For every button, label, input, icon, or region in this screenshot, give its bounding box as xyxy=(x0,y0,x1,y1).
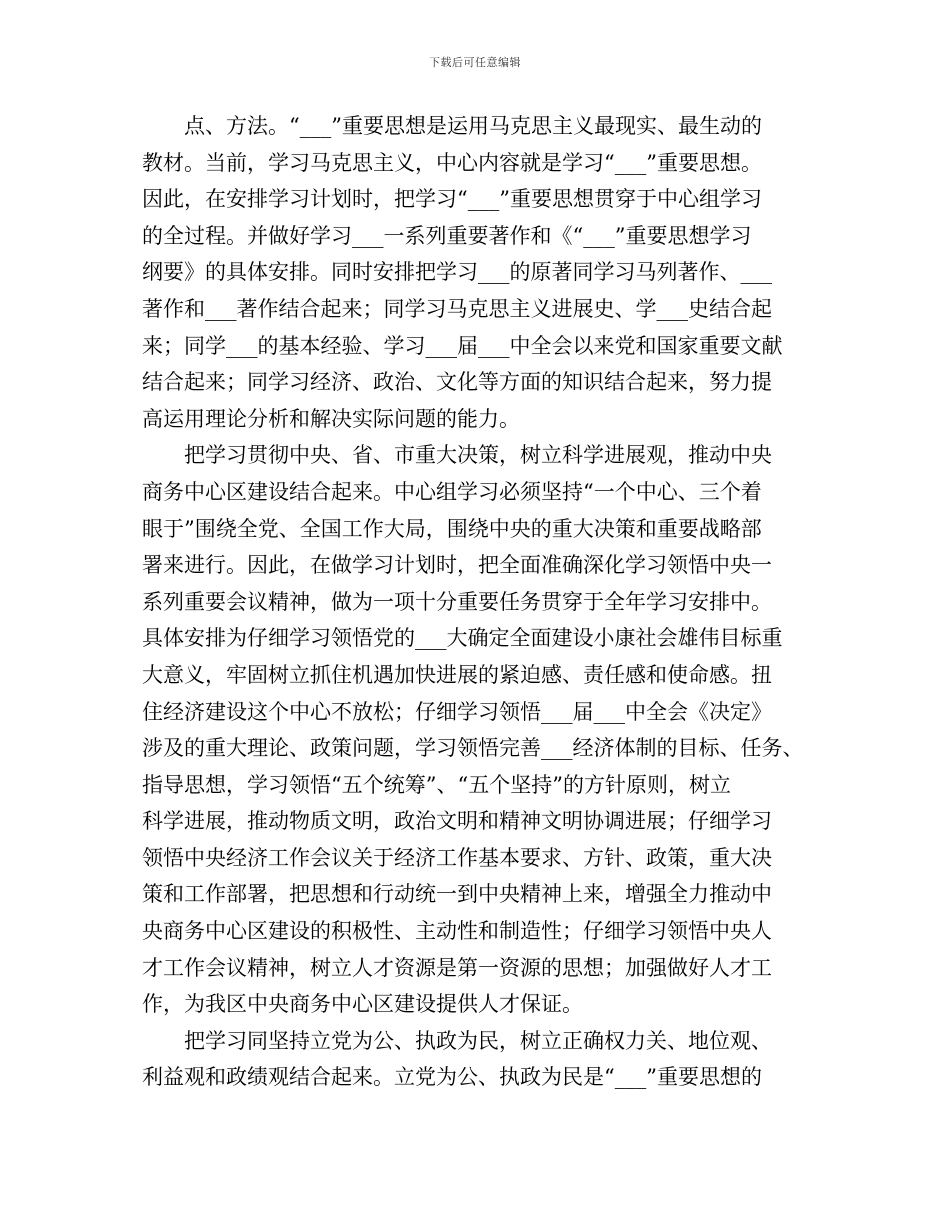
text-line: 策和工作部署，把思想和行动统一到中央精神上来，增强全力推动中 xyxy=(142,882,772,907)
text-line: 涉及的重大理论、政策问题，学习领悟完善___经济体制的目标、任务、 xyxy=(142,736,804,761)
text-line: 住经济建设这个中心不放松；仔细学习领悟___届___中全会《决定》 xyxy=(142,699,772,724)
text-line: 具体安排为仔细学习领悟党的___大确定全面建设小康社会雄伟目标重 xyxy=(142,626,783,651)
text-line: 把学习同坚持立党为公、执政为民，树立正确权力关、地位观、 xyxy=(184,1028,772,1053)
text-line: 央商务中心区建设的积极性、主动性和制造性；仔细学习领悟中央人 xyxy=(142,919,772,944)
text-line: 署来进行。因此，在做学习计划时，把全面准确深化学习领悟中央一 xyxy=(142,553,772,578)
text-line: 结合起来；同学习经济、政治、文化等方面的知识结合起来，努力提 xyxy=(142,370,772,395)
document-body xyxy=(142,108,832,1096)
text-line: 领悟中央经济工作会议关于经济工作基本要求、方针、政策，重大决 xyxy=(142,845,772,870)
text-line: 点、方法。“___”重要思想是运用马克思主义最现实、最生动的 xyxy=(184,114,762,138)
text-line: 系列重要会议精神，做为一项十分重要任务贯穿于全年学习安排中。 xyxy=(142,589,772,614)
text-line: 著作和___著作结合起来；同学习马克思主义进展史、学___史结合起 xyxy=(142,296,772,321)
text-line: 把学习贯彻中央、省、市重大决策，树立科学进展观，推动中央 xyxy=(184,443,772,468)
text-line: 高运用理论分析和解决实际问题的能力。 xyxy=(142,406,520,431)
text-line: 才工作会议精神，树立人才资源是第一资源的思想；加强做好人才工 xyxy=(142,955,772,980)
text-line: 利益观和政绩观结合起来。立党为公、执政为民是“___”重要思想的 xyxy=(142,1065,762,1090)
page-header: 下载后可任意编辑 xyxy=(429,56,521,69)
text-line: 科学进展，推动物质文明，政治文明和精神文明协调进展；仔细学习 xyxy=(142,809,772,834)
text-line: 指导思想，学习领悟“五个统筹”、“五个坚持”的方针原则，树立 xyxy=(142,772,731,797)
text-line: 的全过程。并做好学习___一系列重要著作和《“___”重要思想学习 xyxy=(142,223,752,248)
text-line: 因此，在安排学习计划时，把学习“___”重要思想贯穿于中心组学习 xyxy=(142,187,762,212)
text-line: 教材。当前，学习马克思主义，中心内容就是学习“___”重要思想。 xyxy=(142,150,762,175)
text-line: 纲要》的具体安排。同时安排把学习___的原著同学习马列著作、___ xyxy=(142,260,772,285)
text-line: 来；同学___的基本经验、学习___届___中全会以来党和国家重要文献 xyxy=(142,333,783,358)
text-line: 大意义，牢固树立抓住机遇加快进展的紧迫感、责任感和使命感。扭 xyxy=(142,662,772,687)
text-line: 商务中心区建设结合起来。中心组学习必须坚持“一个中心、三个着 xyxy=(142,479,762,504)
text-line: 眼于”围绕全党、全国工作大局，围绕中央的重大决策和重要战略部 xyxy=(142,516,762,541)
text-line: 作，为我区中央商务中心区建设提供人才保证。 xyxy=(142,992,583,1017)
